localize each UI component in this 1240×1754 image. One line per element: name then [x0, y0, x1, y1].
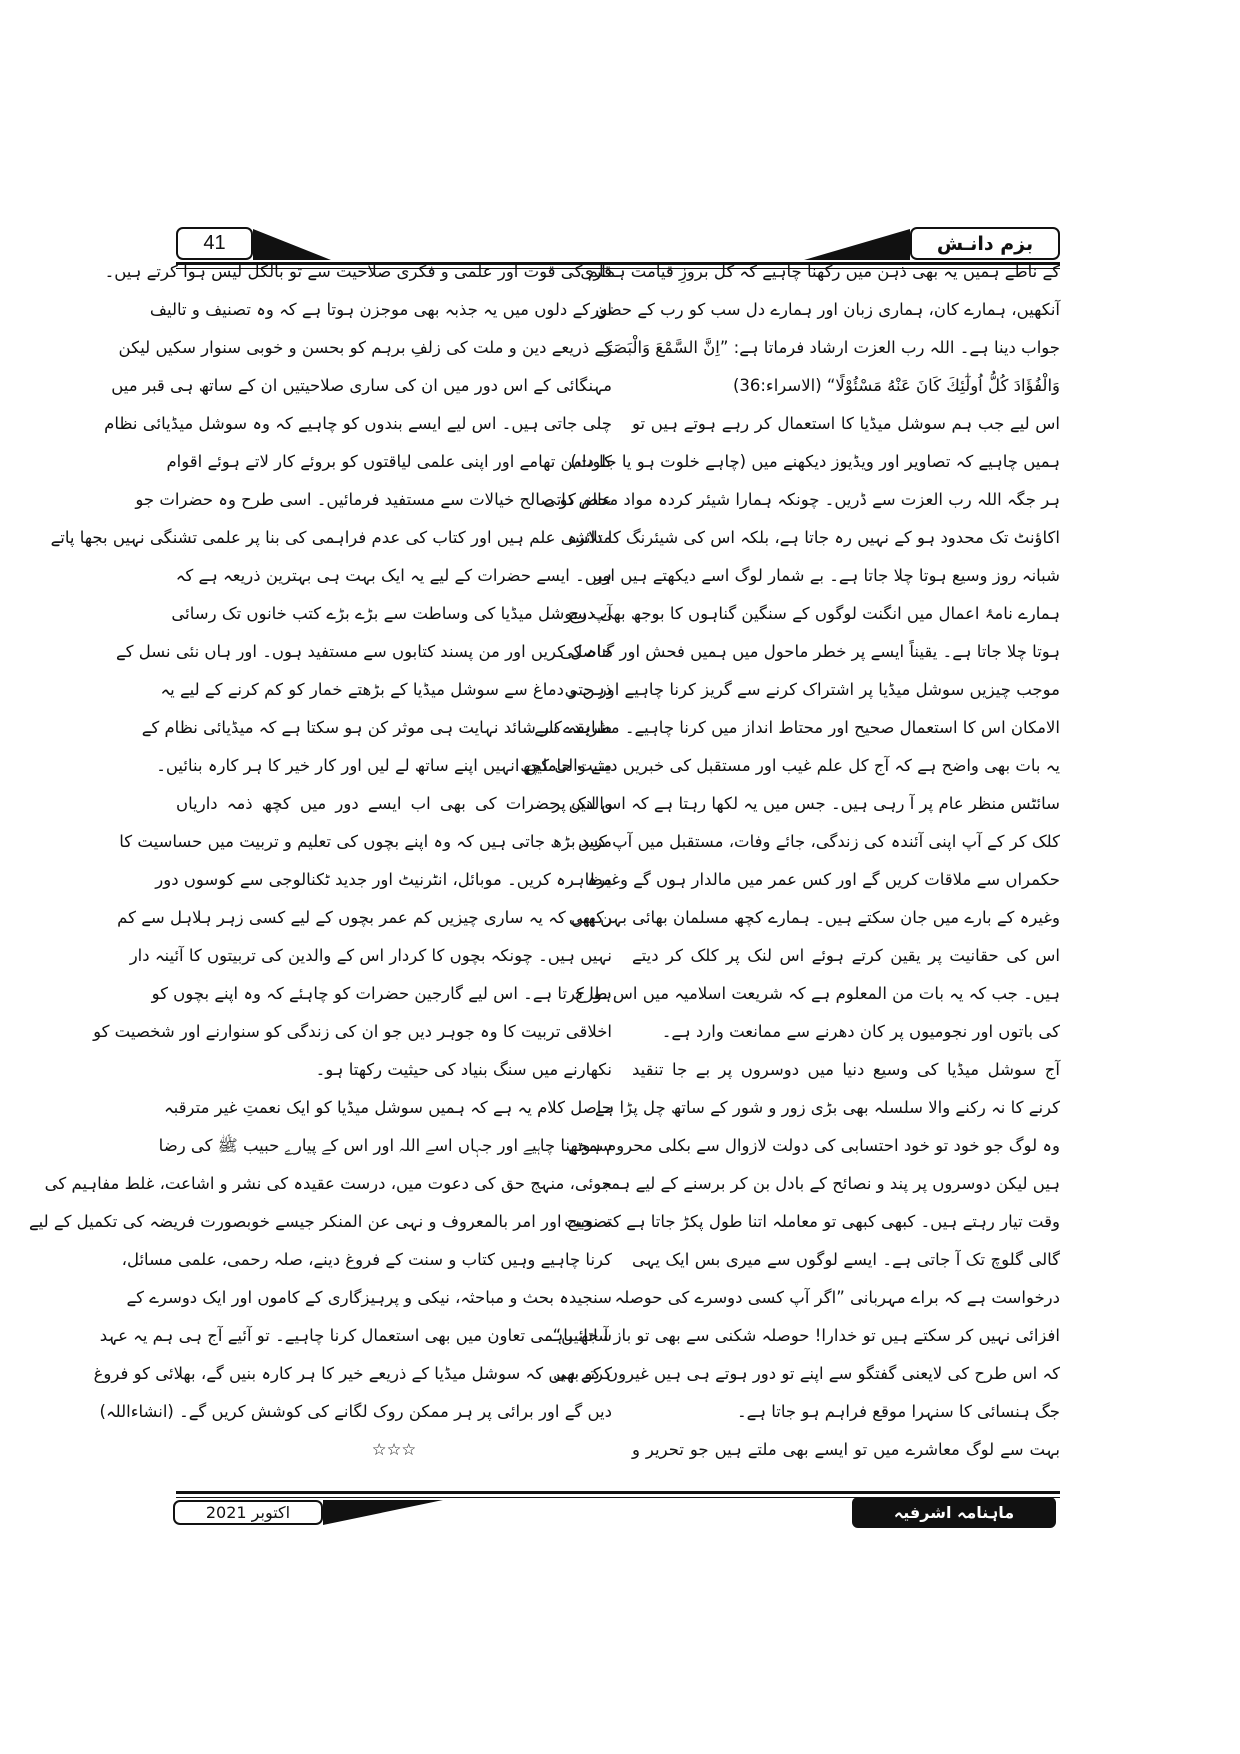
text-line: مزید بڑھ جاتی ہیں کہ وہ اپنے بچوں کی تعلیم و تربیت میں حساسیت کا — [119, 832, 612, 851]
text-line: گالی گلوچ تک آ جاتی ہے۔ ایسے لوگوں سے میری بس ایک یہی — [632, 1250, 1060, 1269]
text-line: سمجھنا چاہیے اور جہاں اسے اللہ اور اس کے پیارے حبیب ﷺ کی رضا — [158, 1136, 612, 1155]
text-line: نہیں ہیں۔ چونکہ بچوں کا کردار اس کے والدین کی تربیتوں کا آئینہ دار — [129, 946, 612, 965]
text-line: یہ بات بھی واضح ہے کہ آج کل علم غیب اور مستقبل کی خبریں دینے والی کچھ — [520, 756, 1060, 775]
text-line: ہمیں چاہیے کہ تصاویر اور ویڈیوز دیکھنے میں (چاہے خلوت ہو یا جلوت) — [570, 452, 1060, 471]
text-line: ہیں۔ ایسے حضرات کے لیے یہ ایک بہت ہی بہترین ذریعہ ہے کہ — [175, 566, 612, 585]
text-line: درخواست ہے کہ براے مہربانی ”اگر آپ کسی دوسرے کی حوصلہ — [614, 1288, 1060, 1307]
text-line: بہت سے لوگ معاشرے میں تو ایسے بھی ملتے ہیں جو تحریر و — [632, 1440, 1060, 1459]
text-line: اکاؤنٹ تک محدود ہو کے نہیں رہ جاتا ہے، بلکہ اس کی شیئرنگ کا دائرہ — [567, 528, 1060, 547]
text-line: کرنا چاہیے وہیں کتاب و سنت کے فروغ دینے، صلہ رحمی، علمی مسائل، — [121, 1250, 612, 1269]
text-line: تصحیح اور امر بالمعروف و نہی عن المنکر جیسے خوبصورت فریضہ کی تکمیل کے لیے — [28, 1212, 612, 1231]
text-line: شبانہ روز وسیع ہوتا چلا جاتا ہے۔ بے شمار لوگ اسے دیکھتے ہیں اور — [594, 566, 1060, 585]
text-line: موجب چیزیں سوشل میڈیا پر اشتراک کرنے سے گریز کرنا چاہیے اور حتی — [564, 680, 1060, 699]
page-number: 41 — [176, 227, 253, 260]
text-line: آنکھیں، ہمارے کان، ہماری زبان اور ہمارے دل سب کو رب کے حضور — [591, 300, 1060, 319]
text-line: افزائی نہیں کر سکتے ہیں تو خدارا! حوصلہ شکنی سے بھی تو باز آ جائیں“۔ — [542, 1326, 1060, 1345]
text-line: طریقہ کار شائد نہایت ہی موثر کن ہو سکتا ہے کہ میڈیائی نظام کے — [141, 718, 612, 737]
text-line: سائٹس منظر عام پر آ رہی ہیں۔ جس میں یہ لکھا رہتا ہے کہ اس لنک پر — [552, 794, 1060, 813]
text-line: کی باتوں اور نجومیوں پر کان دھرنے سے ممانعت وارد ہے۔ — [661, 1022, 1060, 1041]
text-line: حکمراں سے ملاقات کریں گے اور کس عمر میں مالدار ہوں گے وغیرہ — [587, 870, 1060, 889]
text-line: اس کی حقانیت پر یقین کرتے ہوئے اس لنک پر کلک کر دیتے — [632, 946, 1060, 965]
text-line: کرنے کا نہ رکنے والا سلسلہ بھی بڑی زور و شور کے ساتھ چل پڑا ہے۔ — [585, 1098, 1060, 1117]
text-line: عالم کو صالح خیالات سے مستفید فرمائیں۔ اسی طرح وہ حضرات جو — [135, 490, 612, 509]
text-line: آج سوشل میڈیا کی وسیع دنیا میں دوسروں پر بے جا تنقید — [632, 1060, 1060, 1079]
text-line: حاصل کریں اور من پسند کتابوں سے مستفید ہوں۔ اور ہاں نئی نسل کے — [116, 642, 612, 661]
text-line: ہر جگہ اللہ رب العزت سے ڈریں۔ چونکہ ہمارا شیئر کردہ مواد محض ذاتی — [542, 490, 1060, 509]
text-line: اخلاقی تربیت کا وہ جوہر دیں جو ان کی زندگی کو سنوارنے اور شخصیت کو — [93, 1022, 612, 1041]
text-line: وغیرہ کے بارے میں جان سکتے ہیں۔ ہمارے کچھ مسلمان بھائی بہن بھی — [568, 908, 1060, 927]
text-line: چلی جاتی ہیں۔ اس لیے ایسے بندوں کو چاہیے کہ وہ سوشل میڈیائی نظام — [104, 414, 612, 433]
footer-wedge — [323, 1500, 445, 1526]
text-line: متلاشی علم ہیں اور کتاب کی عدم فراہمی کی بنا پر علمی تشنگی نہیں بجھا پاتے — [50, 528, 612, 547]
text-line: مثبت حاملین انہیں اپنے ساتھ لے لیں اور کار خیر کا ہر کارہ بنائیں۔ — [156, 756, 612, 775]
magazine-name: ماہنامہ اشرفیہ — [852, 1497, 1056, 1528]
text-line: مظاہرہ کریں۔ موبائل، انٹرنیٹ اور جدید ٹکنالوجی سے کوسوں دور — [155, 870, 612, 889]
text-line: کلک کر کے آپ اپنی آئندہ کی زندگی، جائے وفات، مستقبل میں آپ کس — [578, 832, 1060, 851]
text-line: رکھیں کہ یہ ساری چیزیں کم عمر بچوں کے لیے کسی زہر ہلاہل سے کم — [117, 908, 612, 927]
text-line: دیں گے اور برائی پر ہر ممکن روک لگانے کی کوشش کریں گے۔ (انشاءاللہ) — [99, 1402, 612, 1421]
text-line: کہ اس طرح کی لایعنی گفتگو سے اپنے تو دور ہوتے ہی ہیں غیروں کو بھی — [553, 1364, 1060, 1383]
text-line: حاصل کلام یہ ہے کہ ہمیں سوشل میڈیا کو ایک نعمتِ غیر مترقبہ — [163, 1098, 612, 1117]
text-line: کے ذریعے دین و ملت کی زلفِ برہم کو بحسن و خوبی سنوار سکیں لیکن — [118, 338, 612, 357]
text-line: وقت تیار رہتے ہیں۔ کبھی کبھی تو معاملہ اتنا طول پکڑ جاتا ہے کہ نوبت — [564, 1212, 1060, 1231]
text-line: مہنگائی کے اس دور میں ان کی ساری صلاحیتیں ان کے ساتھ ہی قبر میں — [111, 376, 612, 395]
text-line: سنجیدہ بحث و مباحثہ، نیکی و پرہیزگاری کے کاموں اور ایک دوسرے کے — [126, 1288, 612, 1307]
text-line: ذہن و دماغ سے سوشل میڈیا کے بڑھتے خمار کو کم کرنے کے لیے یہ — [160, 680, 612, 699]
text-line: وہ لوگ جو خود تو خود احتسابی کی دولت لازوال سے بکلی محروم ہوتے — [568, 1136, 1060, 1155]
text-line: الامکان اس کا استعمال صحیح اور محتاط انداز میں کرنا چاہیے۔ مشاہدے سے — [534, 718, 1060, 737]
text-line: نکھارنے میں سنگ بنیاد کی حیثیت رکھتا ہو۔ — [315, 1060, 612, 1079]
text-line: وَالْفُؤَادَ كُلُّ اُولٰٓئِكَ كَانَ عَنْهُ مَسْئُوْلًا“ (الاسراء:36) — [732, 376, 1060, 395]
section-title: بزم دانـش — [910, 227, 1060, 260]
text-line: ساتھ باہمی تعاون میں بھی استعمال کرنا چاہیے۔ تو آئیے آج ہی ہم یہ عہد — [99, 1326, 612, 1345]
text-line: ہیں۔ جب کہ یہ بات من المعلوم ہے کہ شریعت اسلامیہ میں اس طرح — [574, 984, 1060, 1003]
text-line: قلم کی قوت اور علمی و فکری صلاحیت سے تو بالکل لیس ہوا کرتے ہیں۔ — [104, 262, 612, 281]
text-line: جواب دینا ہے۔ اللہ رب العزت ارشاد فرماتا ہے: ”اِنَّ السَّمْعَ وَالْبَصَرَ — [604, 338, 1060, 357]
issue-date: اکتوبر 2021 — [173, 1500, 323, 1525]
text-line: ہمارے نامۂ اعمال میں انگنت لوگوں کے سنگین گناہوں کا بوجھ بھی درج — [568, 604, 1060, 623]
text-line: ہیں لیکن دوسروں پر پند و نصائح کے بادل بن کر برسنے کے لیے ہمہ — [601, 1174, 1060, 1193]
text-line: جگ ہنسائی کا سنہرا موقع فراہم ہو جاتا ہے۔ — [736, 1402, 1060, 1421]
text-line: ہوا کرتا ہے۔ اس لیے گارجین حضرات کو چاہئے کہ وہ اپنے بچوں کو — [151, 984, 612, 1003]
text-line: اس لیے جب ہم سوشل میڈیا کا استعمال کر رہے ہوتے ہیں تو — [632, 414, 1060, 433]
text-line: کا دامن تھامے اور اپنی علمی لیاقتوں کو بروئے کار لاتے ہوئے اقوام — [166, 452, 612, 471]
text-line: جوئی، منہج حق کی دعوت میں، درست عقیدہ کی نشر و اشاعت، غلط مفاہیم کی — [44, 1174, 612, 1193]
text-line: والدین حضرات کی بھی اب ایسے دور میں کچھ ذمہ داریاں — [176, 794, 612, 813]
text-line: کے ناطے ہمیں یہ بھی ذہن میں رکھنا چاہیے کہ کل بروزِ قیامت ہماری — [580, 262, 1060, 281]
text-line: کرتے ہیں کہ سوشل میڈیا کے ذریعے خیر کا ہر کارہ بنیں گے، بھلائی کو فروغ — [93, 1364, 612, 1383]
end-mark-stars: ☆☆☆ — [371, 1440, 417, 1459]
text-line: ان کے دلوں میں یہ جذبہ بھی موجزن ہوتا ہے کہ وہ تصنیف و تالیف — [149, 300, 612, 319]
text-line: آپ سوشل میڈیا کی وساطت سے بڑے بڑے کتب خانوں تک رسائی — [171, 604, 612, 623]
text-line: ہوتا چلا جاتا ہے۔ یقیناً ایسے پر خطر ماحول میں ہمیں فحش اور گناہ کی — [559, 642, 1060, 661]
